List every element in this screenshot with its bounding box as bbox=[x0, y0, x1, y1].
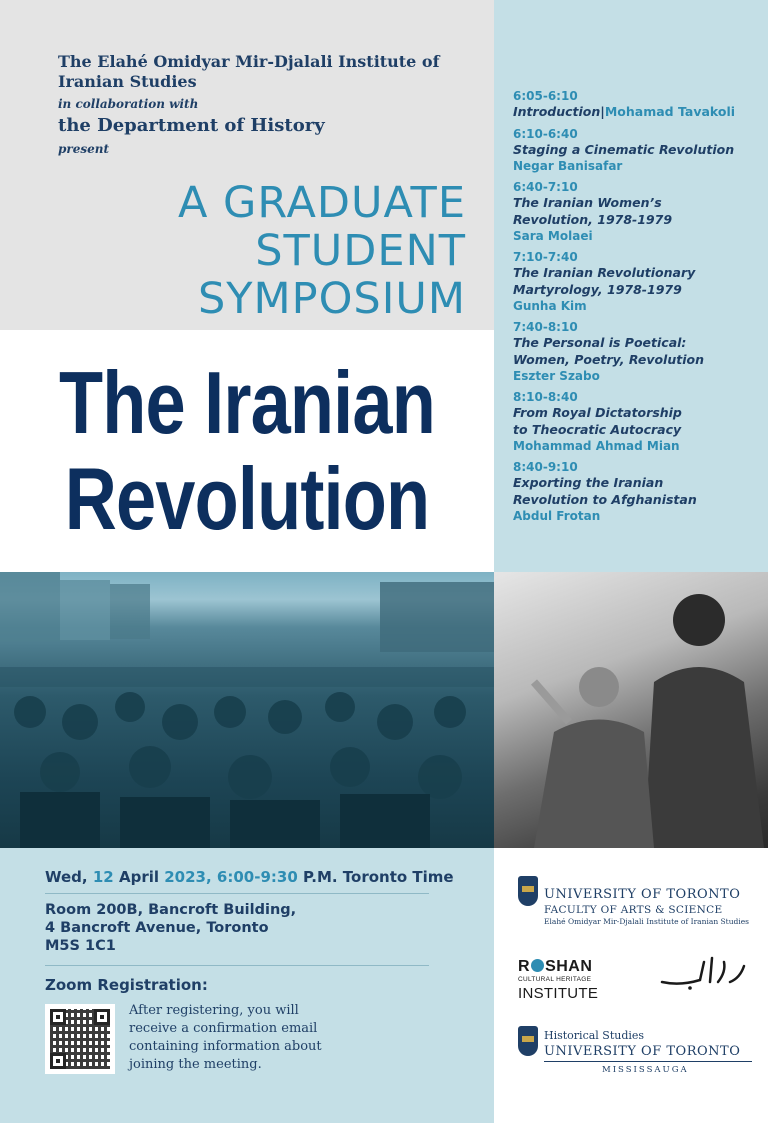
symposium-line-3: SYMPOSIUM bbox=[198, 274, 466, 324]
event-year: 2023, bbox=[164, 868, 212, 886]
roshan-subtitle: CULTURAL HERITAGE bbox=[518, 976, 592, 983]
event-date-num: 12 bbox=[92, 868, 114, 886]
zoom-registration-label: Zoom Registration: bbox=[45, 976, 208, 994]
event-date bbox=[45, 868, 454, 886]
schedule-title: From Royal Dictatorship bbox=[513, 405, 682, 420]
cleric-photo-illustration bbox=[494, 572, 768, 848]
separator: | bbox=[600, 104, 605, 119]
schedule-time: 8:40-9:10 bbox=[513, 460, 578, 474]
event-info-block bbox=[0, 848, 494, 1123]
venue-line-1: Room 200B, Bancroft Building, bbox=[45, 902, 297, 918]
schedule-time: 6:40-7:10 bbox=[513, 180, 578, 194]
schedule-intro-line bbox=[513, 104, 768, 121]
event-time-suffix: P.M. Toronto Time bbox=[303, 868, 454, 886]
crowd-photo-illustration bbox=[0, 572, 494, 848]
sponsor-logos bbox=[494, 848, 768, 1123]
institute-name-line-2: Iranian Studies bbox=[58, 72, 197, 91]
event-month: April bbox=[118, 868, 159, 886]
schedule-speaker: Gunha Kim bbox=[513, 299, 587, 313]
schedule-speaker: Eszter Szabo bbox=[513, 369, 600, 383]
divider bbox=[45, 965, 429, 966]
schedule-item-intro bbox=[513, 88, 768, 121]
utm-crest-icon bbox=[518, 1026, 538, 1056]
symposium-line-2: STUDENT bbox=[255, 226, 466, 276]
roshan-star-icon bbox=[531, 959, 544, 972]
header-block bbox=[0, 0, 494, 330]
schedule-title: The Personal is Poetical: bbox=[513, 335, 687, 350]
collaboration-text: in collaboration with bbox=[58, 97, 199, 111]
schedule-time: 8:10-8:40 bbox=[513, 390, 578, 404]
schedule-title: Women, Poetry, Revolution bbox=[513, 351, 704, 367]
venue-line-2: 4 Bancroft Avenue, Toronto bbox=[45, 920, 269, 936]
roshan-logo-name: R SHAN bbox=[518, 958, 593, 975]
schedule-item bbox=[513, 459, 768, 524]
schedule-speaker: Sara Molaei bbox=[513, 229, 593, 243]
page-title-line-1: The Iranian bbox=[59, 353, 435, 452]
institute-name-line-1: The Elahé Omidyar Mir-Djalali Institute of bbox=[58, 52, 440, 71]
title-block bbox=[0, 330, 494, 572]
schedule-item bbox=[513, 319, 768, 384]
schedule-item bbox=[513, 179, 768, 244]
event-day: Wed, bbox=[45, 868, 88, 886]
uoft-institute: Elahé Omidyar Mir-Djalali Institute of Iranian Studies bbox=[544, 917, 750, 926]
schedule-speaker: Negar Banisafar bbox=[513, 159, 623, 173]
symposium-line-1: A GRADUATE bbox=[177, 178, 466, 228]
utm-logo-name: UNIVERSITY OF TORONTO bbox=[544, 1044, 741, 1059]
protest-crowd-photo bbox=[0, 572, 494, 848]
schedule-time: 6:10-6:40 bbox=[513, 126, 578, 141]
schedule-title: to Theocratic Autocracy bbox=[513, 421, 682, 437]
present-text: present bbox=[58, 142, 110, 156]
uoft-crest-icon bbox=[518, 876, 538, 906]
page-title-line-2: Revolution bbox=[64, 449, 430, 548]
schedule-title: The Iranian Women’s bbox=[513, 195, 662, 210]
schedule-time: 7:40-8:10 bbox=[513, 320, 578, 334]
event-time: 6:00-9:30 bbox=[216, 868, 298, 886]
roshan-institute: INSTITUTE bbox=[518, 985, 599, 1002]
venue-line-3: M5S 1C1 bbox=[45, 938, 116, 954]
schedule-speaker: Mohammad Ahmad Mian bbox=[513, 439, 680, 453]
uoft-logo-name: UNIVERSITY OF TORONTO bbox=[544, 887, 741, 902]
cleric-speaking-photo bbox=[494, 572, 768, 848]
schedule-item bbox=[513, 126, 768, 175]
persian-calligraphy-logo-icon bbox=[660, 952, 746, 992]
schedule-title: Martyrology, 1978-1979 bbox=[513, 281, 682, 297]
schedule-title: Staging a Cinematic Revolution bbox=[513, 141, 735, 157]
schedule-title: Introduction bbox=[513, 104, 601, 119]
schedule-title: Exporting the Iranian bbox=[513, 475, 664, 490]
schedule-sidebar bbox=[494, 0, 768, 572]
utm-campus: MISSISSAUGA bbox=[602, 1065, 689, 1075]
divider bbox=[45, 893, 429, 894]
zoom-instructions: After registering, you will receive a confirmation email containing information about joining the meeting. bbox=[129, 1003, 322, 1072]
schedule-speaker: Abdul Frotan bbox=[513, 509, 601, 523]
divider bbox=[544, 1061, 752, 1062]
schedule-item bbox=[513, 249, 768, 314]
historical-studies-label: Historical Studies bbox=[544, 1029, 645, 1042]
zoom-qr-code-icon[interactable] bbox=[45, 1004, 115, 1074]
department-name: the Department of History bbox=[58, 115, 325, 136]
schedule-speaker: Mohamad Tavakoli bbox=[604, 104, 736, 119]
schedule-title: Revolution, 1978-1979 bbox=[513, 211, 673, 227]
schedule-title: Revolution to Afghanistan bbox=[513, 491, 697, 507]
uoft-faculty: FACULTY OF ARTS & SCIENCE bbox=[544, 904, 723, 916]
schedule-time: 7:10-7:40 bbox=[513, 250, 578, 264]
schedule-title: The Iranian Revolutionary bbox=[513, 265, 696, 280]
schedule-item bbox=[513, 389, 768, 454]
schedule-time: 6:05-6:10 bbox=[513, 89, 578, 103]
